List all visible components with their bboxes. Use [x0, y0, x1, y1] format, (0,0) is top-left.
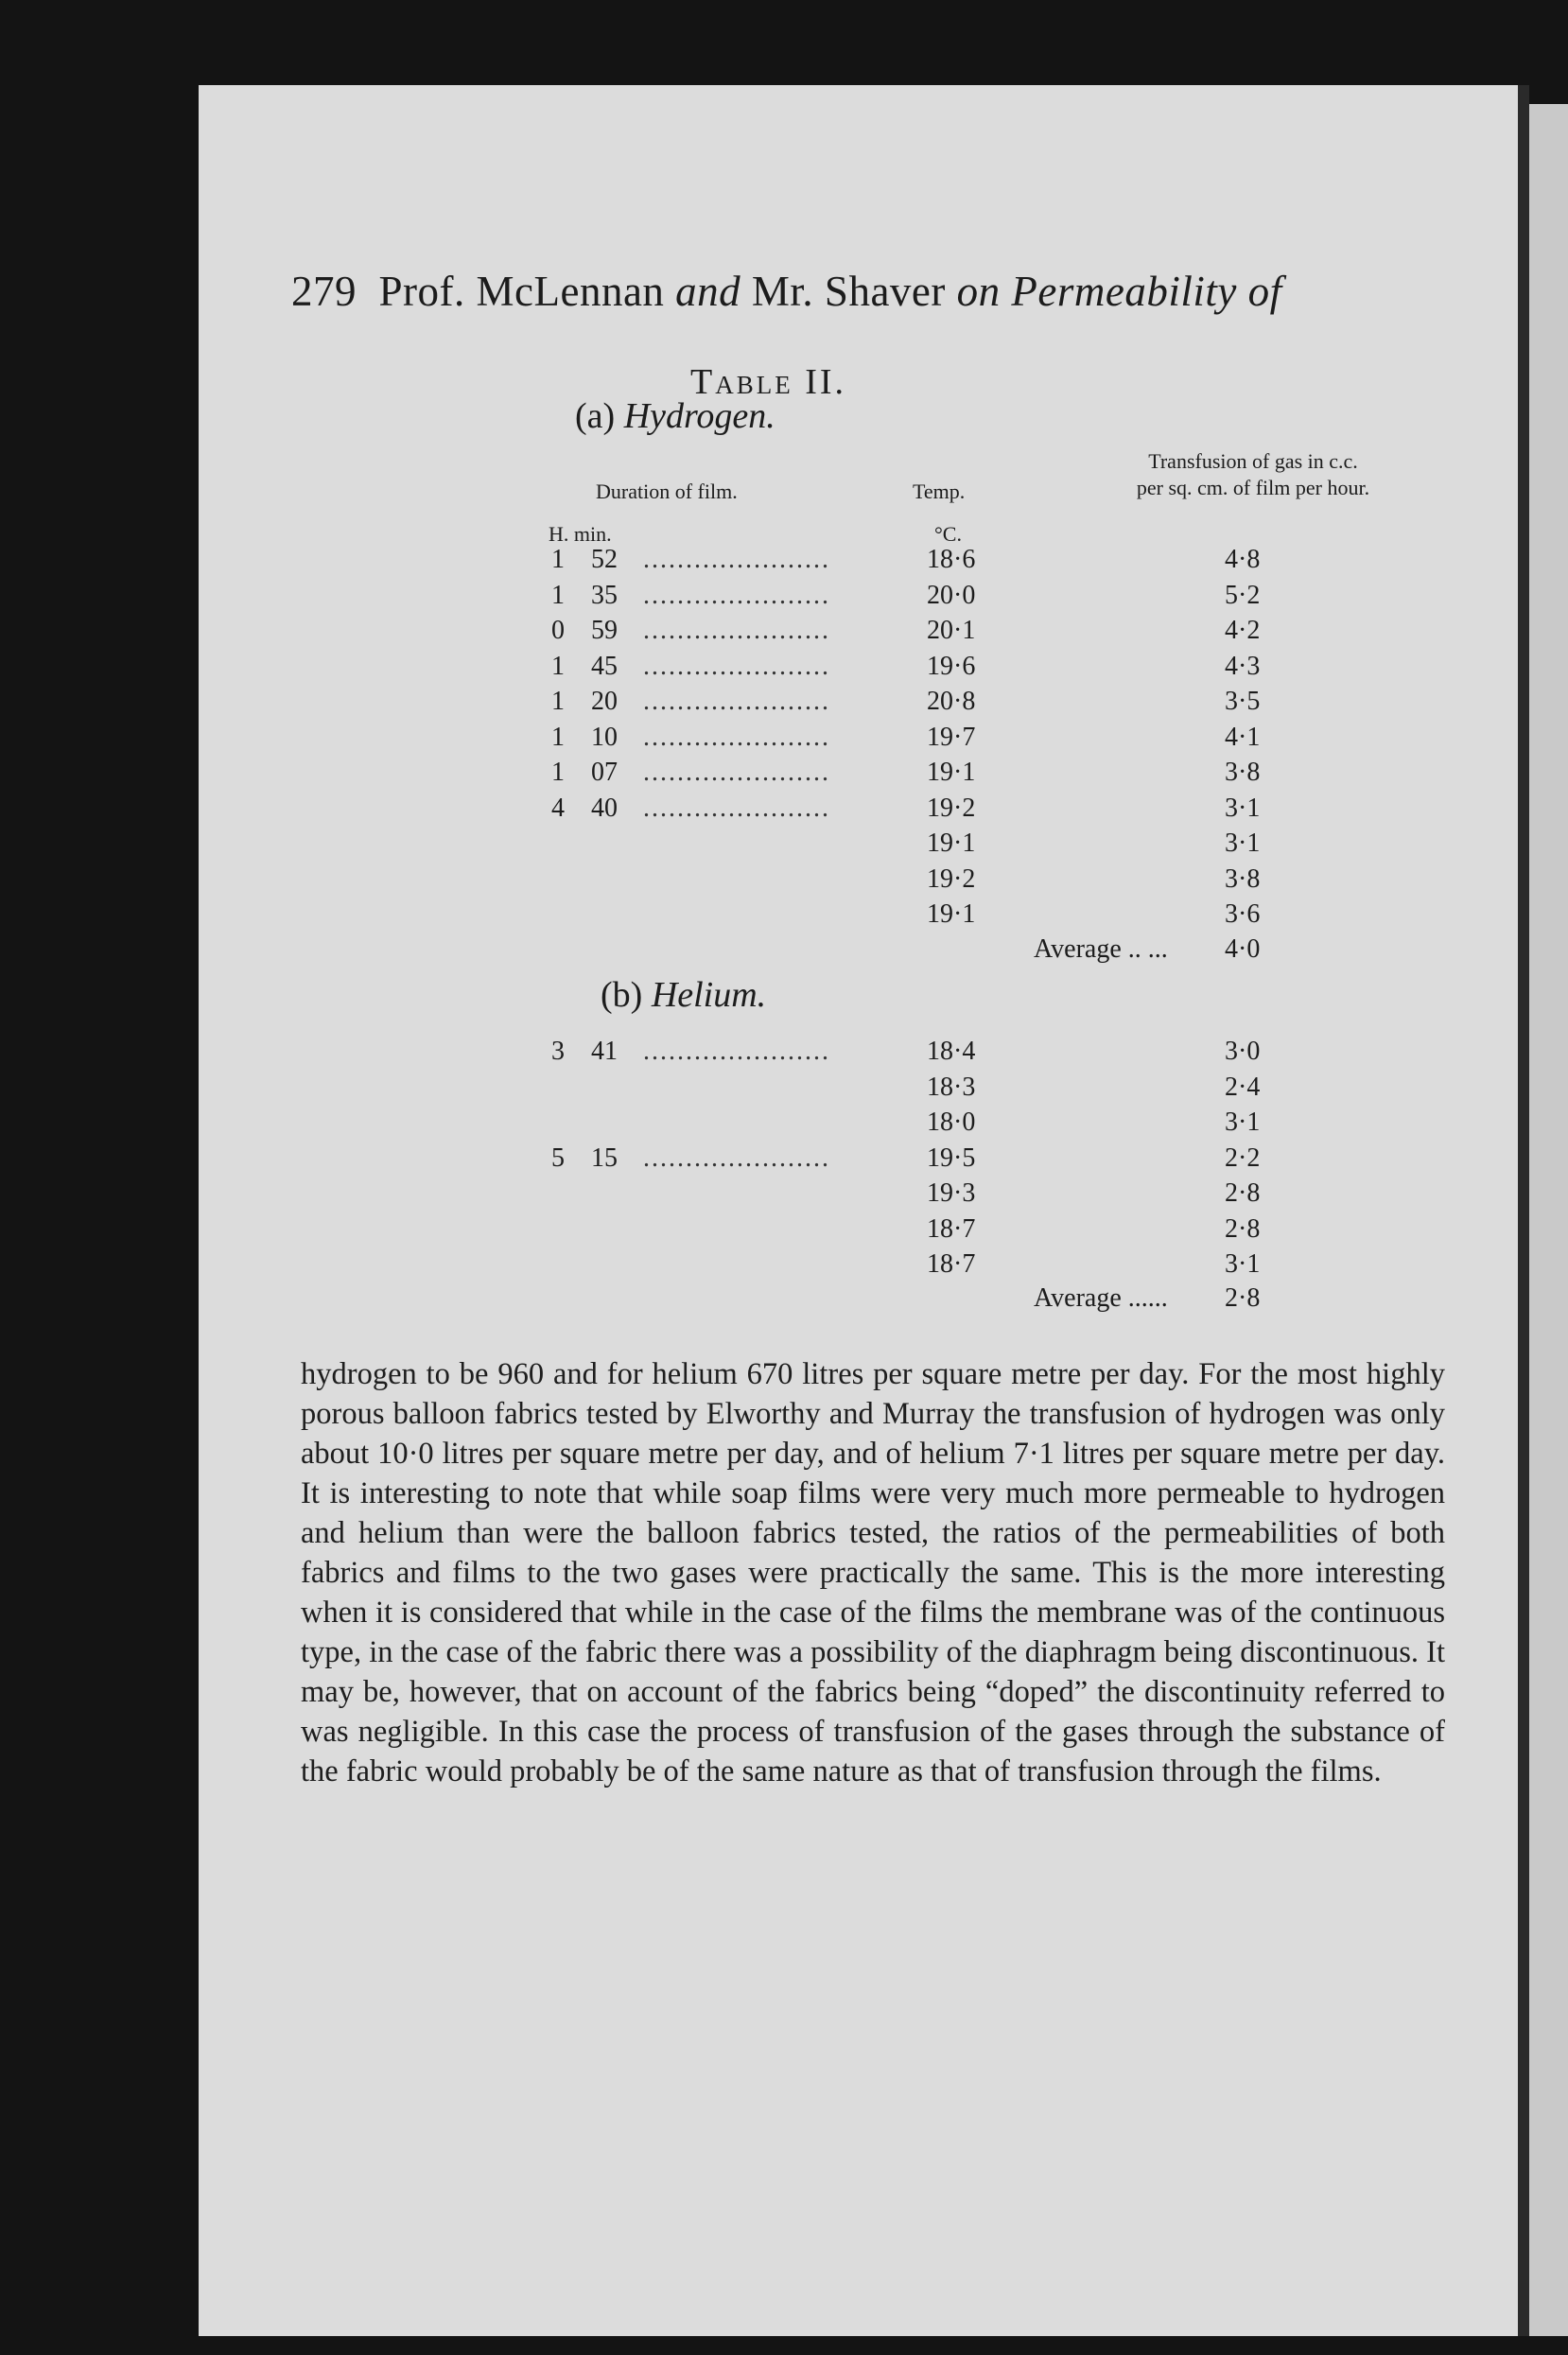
average-value-hydrogen: 4·0 — [1225, 934, 1261, 964]
table-cell-leader: ...................... — [643, 616, 830, 645]
header-author2: Mr. Shaver — [740, 268, 957, 315]
table-cell-temp: 18·4 — [927, 1037, 976, 1066]
table-cell-leader: ...................... — [643, 722, 830, 752]
section-gas: Helium. — [651, 975, 767, 1015]
section-title-hydrogen — [575, 395, 775, 437]
body-paragraph — [301, 1354, 1445, 1791]
column-header-transfusion-line1: Transfusion of gas in c.c. — [1148, 449, 1358, 473]
table-cell-minutes: 45 — [591, 651, 618, 681]
table-cell-temp: 19·1 — [927, 758, 976, 787]
table-cell-hours: 1 — [551, 758, 565, 787]
table-cell-leader: ...................... — [643, 651, 830, 681]
table-cell-transfusion: 4·3 — [1225, 651, 1261, 681]
table-cell-temp: 19·6 — [927, 651, 976, 681]
table-cell-transfusion: 2·2 — [1225, 1143, 1261, 1173]
table-cell-leader: ...................... — [643, 1037, 830, 1066]
table-cell-temp: 19·5 — [927, 1143, 976, 1173]
table-cell-temp: 19·7 — [927, 722, 976, 752]
table-cell-temp: 19·3 — [927, 1178, 976, 1208]
average-label-hydrogen: Average .. ... — [1034, 934, 1168, 964]
table-cell-hours: 4 — [551, 793, 565, 823]
running-header — [291, 267, 1282, 316]
table-cell-transfusion: 2·4 — [1225, 1072, 1261, 1102]
column-header-temp: Temp. — [913, 480, 966, 503]
column-header-transfusion — [1064, 448, 1442, 501]
table-cell-transfusion: 5·2 — [1225, 580, 1261, 610]
table-cell-hours: 1 — [551, 722, 565, 752]
table-cell-hours: 1 — [551, 545, 565, 574]
paragraph-text: hydrogen to be 960 and for helium 670 litres per square metre per day. For the most highly porous balloon fabrics tested by Elworthy and Murray the transfusion of hydrogen was only about 10·0 litres per square metre per day, and of helium 7·1 litres per square metre per day. It is interesting to note that while soap films were very much more permeable to hydrogen and helium than were the balloon fabrics tested, the ratios of the permeabilities of both fabrics and films to the two gases were practically the same. This is the more interesting when it is considered that while in the case of the films the membrane was of the continuous type, in the case of the fabric there was a possibility of the diaphragm being discontinuous. It may be, however, that on account of the fabrics being “doped” the discontinuity referred to was negligible. In this case the process of transfusion of the gases through the substance of the fabric would probably be of the same nature as that of transfusion through the films. — [301, 1357, 1445, 1788]
page-sheet — [199, 85, 1518, 2336]
table-cell-temp: 18·7 — [927, 1249, 976, 1279]
section-label: (a) — [575, 396, 616, 436]
table-cell-temp: 19·1 — [927, 829, 976, 858]
table-cell-temp: 18·0 — [927, 1108, 976, 1137]
table-cell-leader: ...................... — [643, 580, 830, 610]
table-cell-hours: 1 — [551, 687, 565, 716]
header-and: and — [675, 268, 741, 315]
table-cell-minutes: 59 — [591, 616, 618, 645]
table-cell-minutes: 15 — [591, 1143, 618, 1173]
table-cell-transfusion: 4·8 — [1225, 545, 1261, 574]
table-cell-leader: ...................... — [643, 545, 830, 574]
average-value-helium: 2·8 — [1225, 1283, 1261, 1313]
table-cell-transfusion: 3·1 — [1225, 1108, 1261, 1137]
table-cell-hours: 1 — [551, 651, 565, 681]
table-cell-transfusion: 3·0 — [1225, 1037, 1261, 1066]
table-cell-transfusion: 3·1 — [1225, 1249, 1261, 1279]
column-header-duration: Duration of film. — [596, 480, 738, 503]
table-cell-transfusion: 3·1 — [1225, 829, 1261, 858]
table-cell-transfusion: 3·6 — [1225, 899, 1261, 929]
table-cell-hours: 5 — [551, 1143, 565, 1173]
table-cell-temp: 19·2 — [927, 864, 976, 894]
header-authors: Prof. McLennan — [378, 268, 676, 315]
table-cell-transfusion: 2·8 — [1225, 1178, 1261, 1208]
units-duration: H. min. — [549, 522, 612, 546]
table-cell-hours: 0 — [551, 616, 565, 645]
table-cell-leader: ...................... — [643, 758, 830, 787]
table-cell-minutes: 35 — [591, 580, 618, 610]
table-cell-transfusion: 2·8 — [1225, 1213, 1261, 1244]
units-temp: °C. — [934, 522, 962, 546]
table-cell-transfusion: 4·1 — [1225, 722, 1261, 752]
table-cell-leader: ...................... — [643, 793, 830, 823]
next-page-edge — [1529, 104, 1568, 2336]
table-cell-temp: 19·2 — [927, 793, 976, 823]
table-cell-transfusion: 4·2 — [1225, 616, 1261, 645]
table-cell-transfusion: 3·8 — [1225, 864, 1261, 894]
table-cell-temp: 20·8 — [927, 687, 976, 716]
table-cell-leader: ...................... — [643, 687, 830, 716]
table-cell-temp: 18·7 — [927, 1213, 976, 1244]
table-cell-temp: 18·6 — [927, 545, 976, 574]
table-cell-temp: 20·0 — [927, 580, 976, 610]
table-cell-hours: 1 — [551, 580, 565, 610]
table-cell-minutes: 52 — [591, 545, 618, 574]
table-cell-minutes: 10 — [591, 722, 618, 752]
average-label-helium: Average ...... — [1034, 1283, 1168, 1313]
table-cell-minutes: 07 — [591, 758, 618, 787]
table-title: Table II. — [690, 362, 847, 402]
page-gutter — [1518, 85, 1529, 2336]
header-on: on — [956, 268, 1001, 315]
table-cell-temp: 19·1 — [927, 899, 976, 929]
page-number: 279 — [291, 268, 357, 315]
table-cell-transfusion: 3·8 — [1225, 758, 1261, 787]
section-gas: Hydrogen. — [623, 396, 775, 436]
header-topic: Permeability of — [1000, 268, 1282, 315]
table-cell-minutes: 20 — [591, 687, 618, 716]
section-title-helium — [601, 974, 766, 1016]
table-cell-minutes: 40 — [591, 793, 618, 823]
table-cell-hours: 3 — [551, 1037, 565, 1066]
column-header-transfusion-line2: per sq. cm. of film per hour. — [1136, 476, 1370, 499]
table-cell-temp: 20·1 — [927, 616, 976, 645]
table-cell-transfusion: 3·5 — [1225, 687, 1261, 716]
table-cell-leader: ...................... — [643, 1143, 830, 1173]
section-label: (b) — [601, 975, 643, 1015]
table-cell-transfusion: 3·1 — [1225, 793, 1261, 823]
table-cell-minutes: 41 — [591, 1037, 618, 1066]
table-cell-temp: 18·3 — [927, 1072, 976, 1102]
